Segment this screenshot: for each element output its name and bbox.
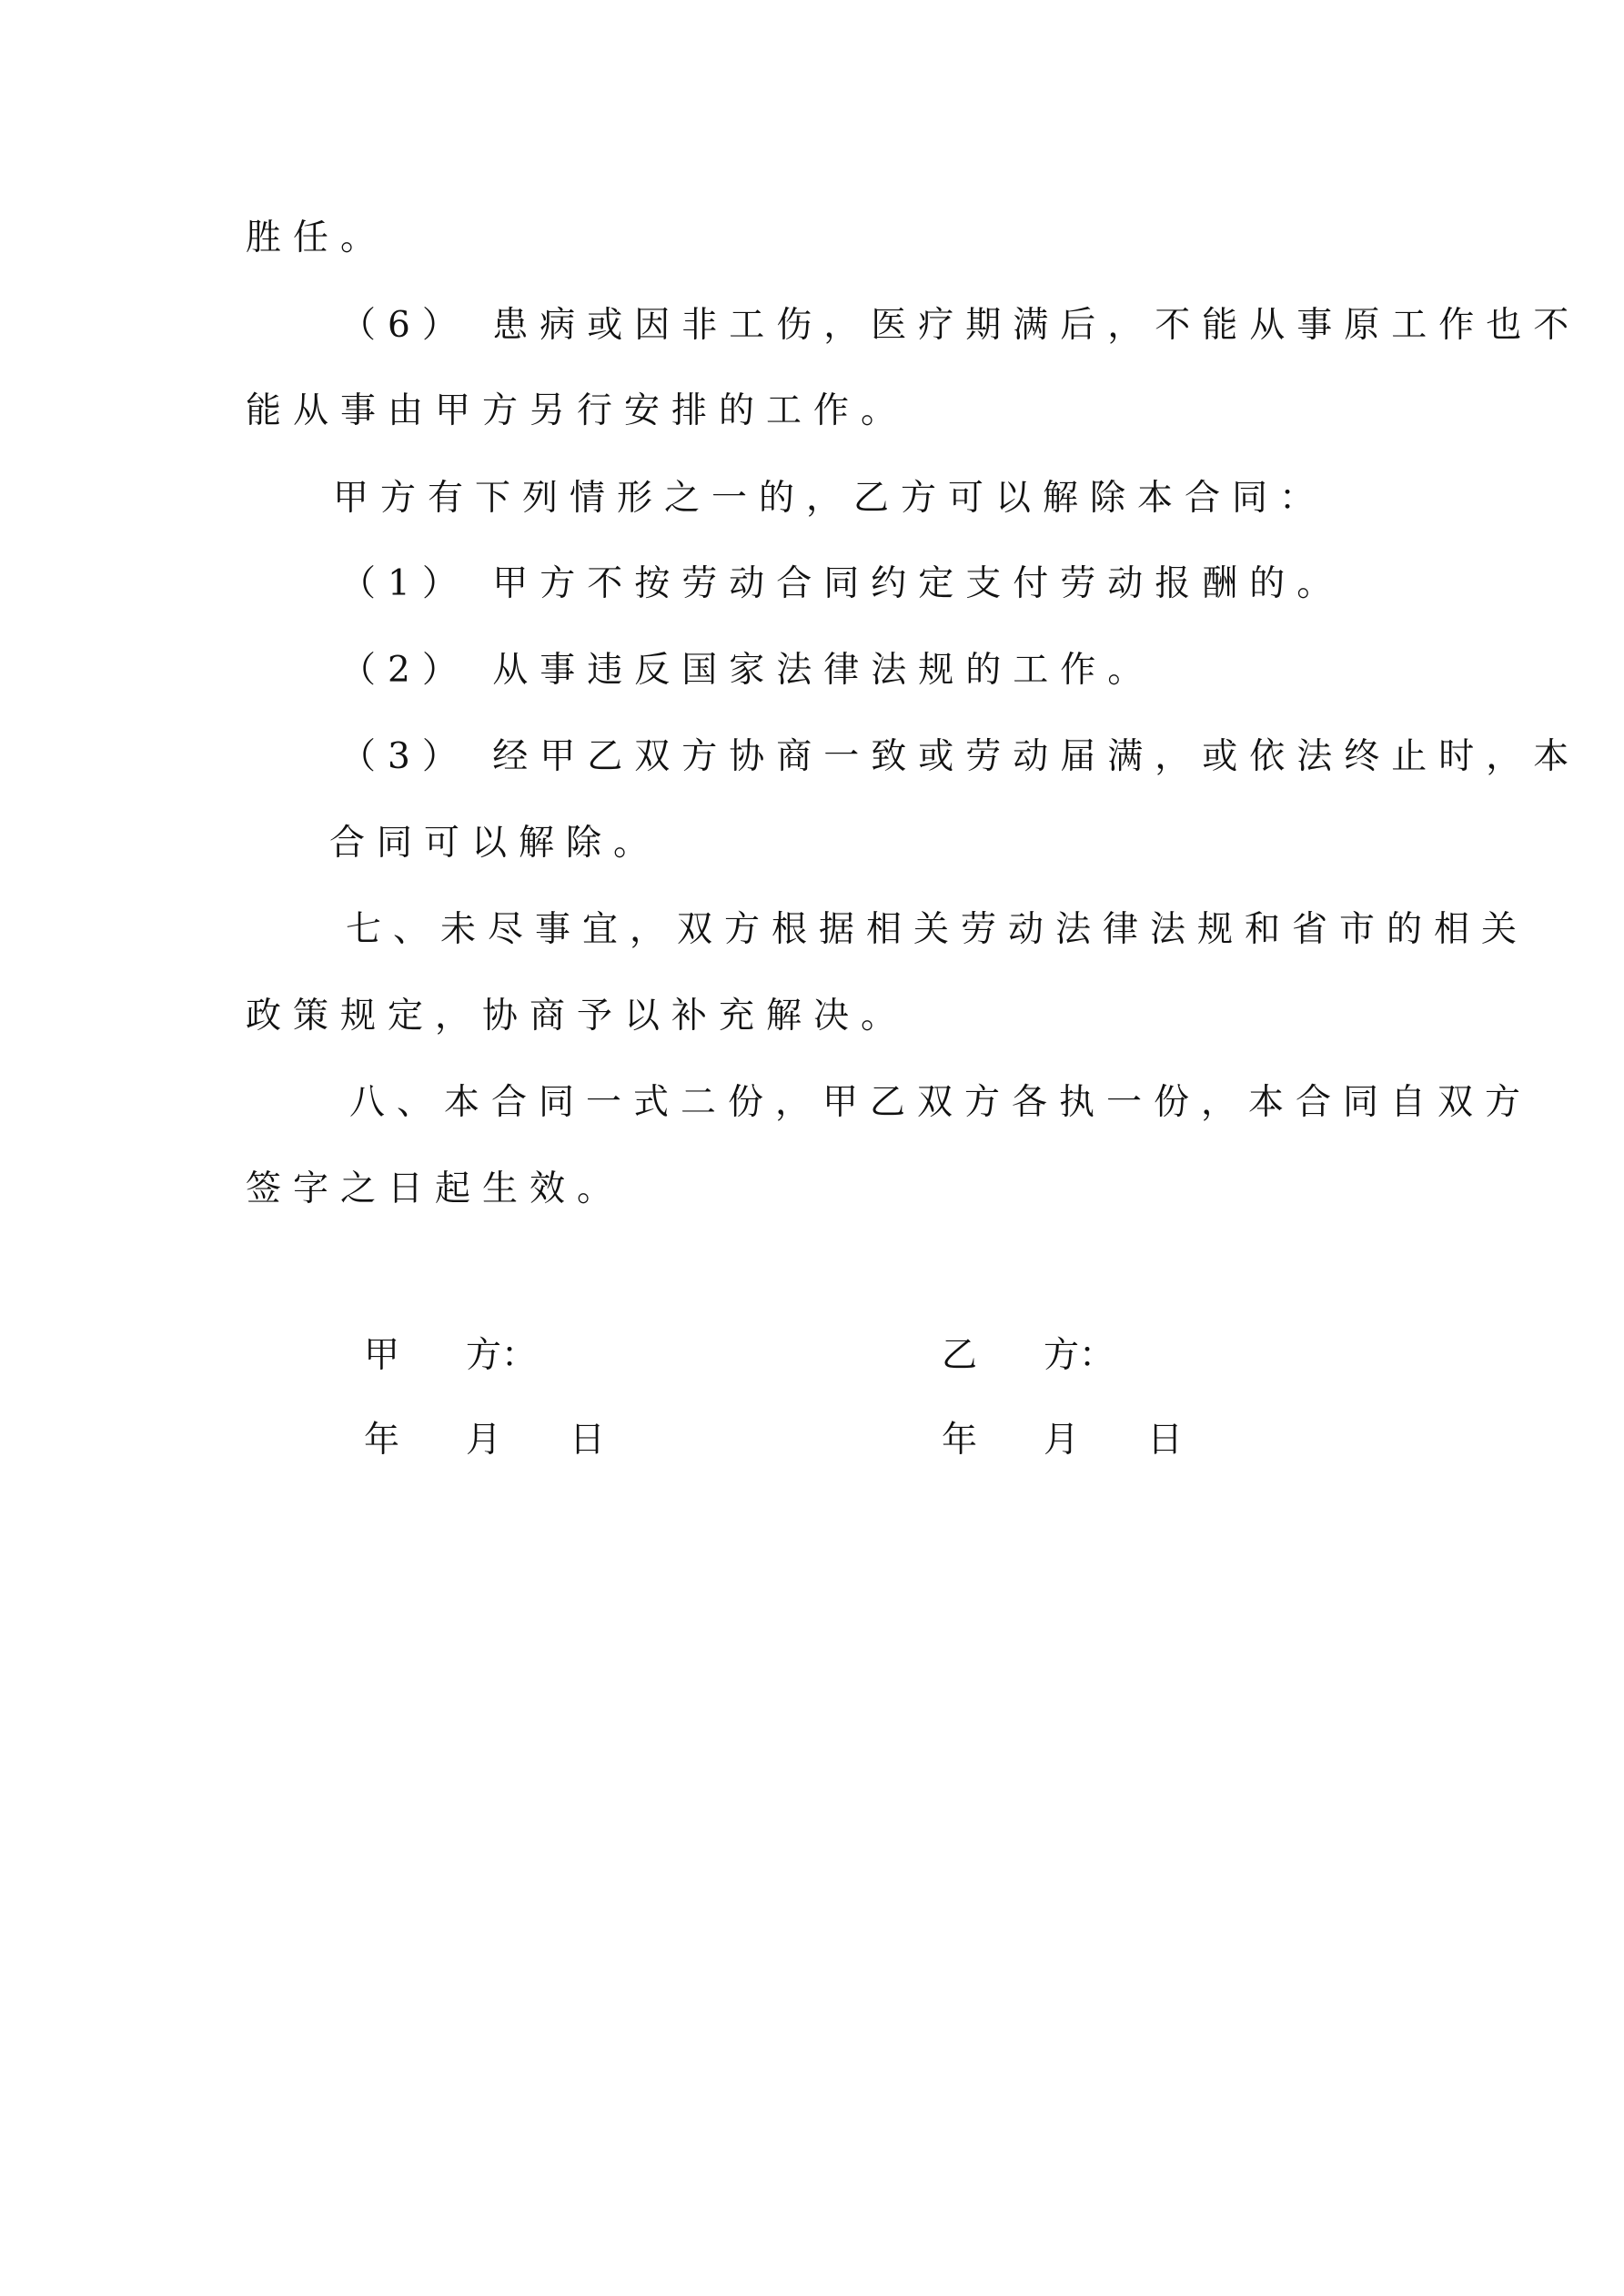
body-line: 胜任。 (246, 217, 388, 258)
body-line: 合同可以解除。 (329, 823, 661, 864)
body-line: 政策规定，协商予以补充解决。 (246, 996, 909, 1037)
body-line: （6） 患病或因非工伤，医疗期满后，不能从事原工作也不 (340, 305, 1581, 346)
party-a-char: 甲 (364, 1335, 400, 1376)
body-line: 签字之日起生效。 (246, 1168, 625, 1209)
day-label: 日 (1147, 1420, 1184, 1461)
year-label: 年 (364, 1420, 400, 1461)
year-label: 年 (942, 1420, 978, 1461)
body-line: （3） 经甲乙双方协商一致或劳动届满，或依法终止时，本 (340, 736, 1581, 777)
party-b-char: 乙 (942, 1335, 978, 1376)
body-line: 能从事由甲方另行安排的工作。 (246, 390, 909, 431)
day-label: 日 (570, 1420, 606, 1461)
body-line: 七、未尽事宜，双方根据相关劳动法律法规和省市的相关 (346, 909, 1529, 950)
month-label: 月 (1044, 1420, 1080, 1461)
party-b-suffix: 方： (1044, 1335, 1115, 1376)
month-label: 月 (466, 1420, 502, 1461)
party-a-suffix: 方： (466, 1335, 538, 1376)
body-line: 甲方有下列情形之一的，乙方可以解除本合同： (333, 478, 1327, 519)
body-line: 八、本合同一式二份，甲乙双方各执一份，本合同自双方 (349, 1082, 1533, 1123)
body-line: （2） 从事违反国家法律法规的工作。 (340, 650, 1155, 691)
body-line: （1） 甲方不按劳动合同约定支付劳动报酬的。 (340, 563, 1345, 604)
